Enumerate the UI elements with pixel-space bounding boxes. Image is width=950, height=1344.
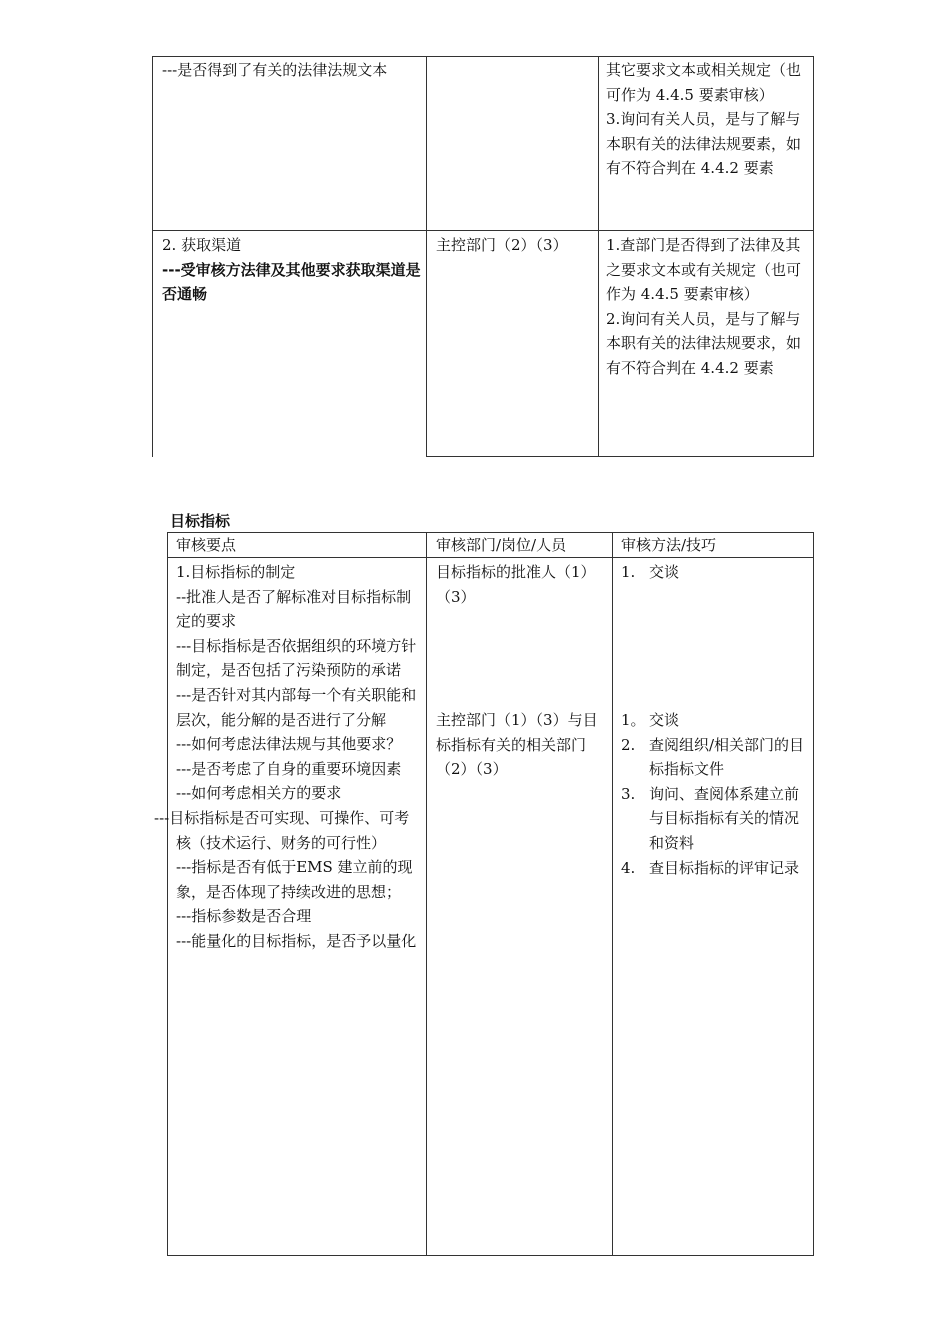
table-border-left (167, 532, 168, 1256)
table-row-divider (152, 230, 814, 231)
list-item: 4. 查目标指标的评审记录 (621, 858, 800, 877)
table-border-bottom (426, 456, 814, 457)
table-border-left (152, 56, 153, 457)
table-border-bottom (167, 1255, 814, 1256)
table-cell (621, 708, 807, 880)
table-cell: 目标指标的批准人（1）（3） (436, 563, 596, 606)
list-item: 2. 查阅组织/相关部门的目标指标文件 (621, 735, 805, 779)
column-header: 审核方法/技巧 (621, 536, 717, 554)
table-cell: 1.目标指标的制定 --批准人是否了解标准对目标指标制定的要求 ---目标指标是否依据组织的环境方针制定，是否包括了污染预防的承诺 ---是否针对其内部每一个有关职能和层次，能分解的是否进行了分解 ---如何考虑法律法规与其他要求？ ---是否考虑了自身的重要环境因素 ---如何考虑相关方的要求 ---目标指标是否可实现、可操作、可考核（技术运行、财务的可行性） ---指标是否有低于EMS 建立前的现象，是否体现了持续改进的思想； ---指标参数是否合理 ---能量化的目标指标，是否予以量化 (154, 563, 417, 950)
table-cell: 2. 获取渠道 ---受审核方法律及其他要求获取渠道是否通畅 (162, 236, 421, 304)
list-item: 1. 交谈 (621, 563, 680, 581)
table-border-top (152, 56, 814, 57)
table-col-divider (598, 56, 599, 457)
list-item: 1。 交谈 (621, 711, 680, 729)
table-border-right (813, 56, 814, 457)
table-col-divider (426, 56, 427, 457)
table-header-divider (167, 557, 814, 558)
table-cell: 主控部门（2）（3） (436, 236, 568, 254)
section-title: 目标指标 (170, 512, 231, 530)
table-cell (621, 560, 807, 585)
table-cell: 1.查部门是否得到了法律及其之要求文本或有关规定（也可作为 4.4.5 要素审核） 2.询问有关人员，是与了解与本职有关的法律法规要求，如有不符合判在 4.4.2 要素 (606, 236, 802, 377)
column-header: 审核部门/岗位/人员 (436, 536, 567, 554)
table-border-right (813, 532, 814, 1256)
table-cell: 主控部门（1）（3）与目标指标有关的相关部门（2）（3） (436, 711, 598, 779)
list-item: 3. 询问、查阅体系建立前与目标指标有关的情况和资料 (621, 784, 800, 852)
column-header: 审核要点 (176, 536, 237, 554)
table-col-divider (612, 532, 613, 1256)
table-cell: ---是否得到了有关的法律法规文本 (162, 61, 388, 79)
table-col-divider (426, 532, 427, 1256)
table-cell: 其它要求文本或相关规定（也可作为 4.4.5 要素审核） 3.询问有关人员，是与了解与本职有关的法律法规要素，如有不符合判在 4.4.2 要素 (606, 61, 802, 178)
